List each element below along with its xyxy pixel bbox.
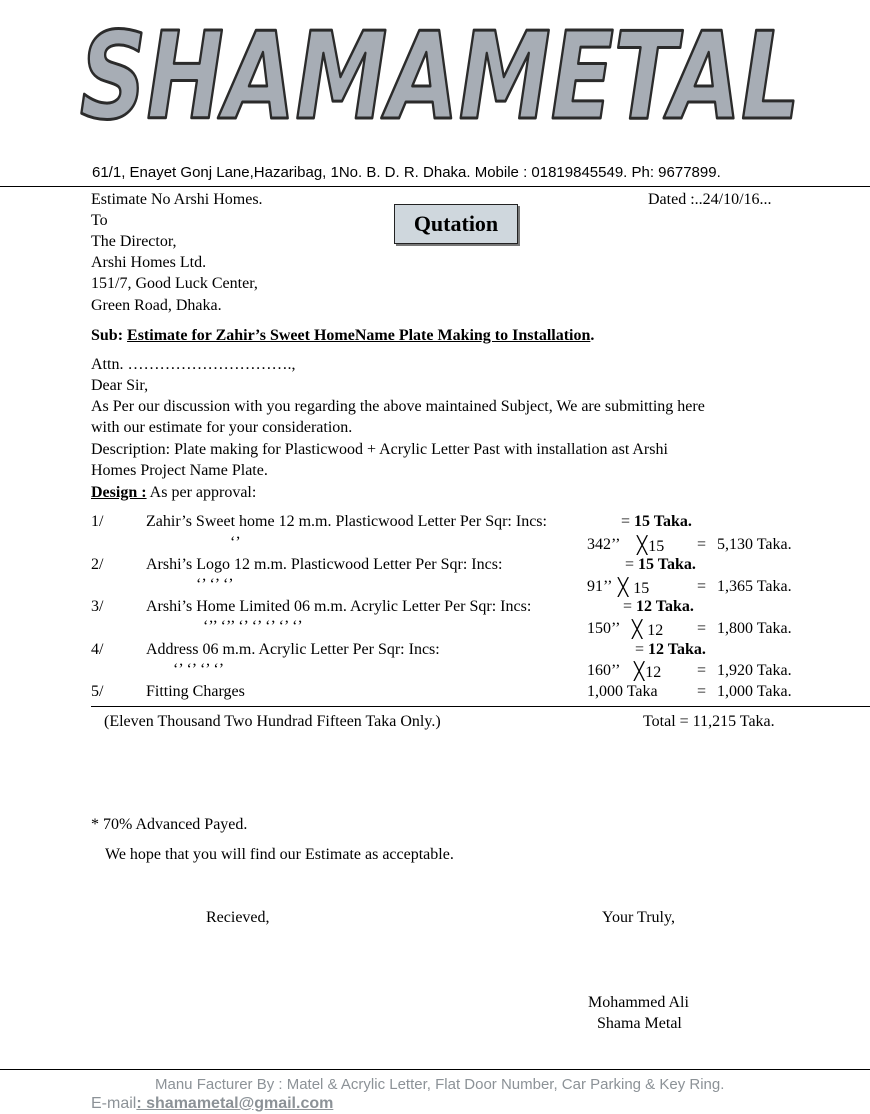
signer-name: Mohammed Ali xyxy=(588,994,689,1011)
description-line-1: Description: Plate making for Plasticwood + Acrylic Letter Past with installation ast Arshi xyxy=(91,441,668,458)
item-number: 3/ xyxy=(91,598,104,615)
design-line xyxy=(91,484,256,502)
total-amount: Total = 11,215 Taka. xyxy=(643,713,775,730)
item-number: 5/ xyxy=(91,683,104,700)
subject-text: Estimate for Zahir’s Sweet HomeName Plate Making to Installation xyxy=(127,327,591,344)
item-description: Arshi’s Home Limited 06 m.m. Acrylic Letter Per Sqr: Incs: xyxy=(146,598,532,615)
item-rate: = 15 Taka. xyxy=(625,556,696,573)
item-multiplier: ╳ 12 xyxy=(632,620,664,640)
item-rate: = 15 Taka. xyxy=(621,513,692,530)
item-multiplier: ╳ 15 xyxy=(618,578,650,598)
item-description: Fitting Charges xyxy=(146,683,245,700)
recipient-to: To xyxy=(91,212,108,229)
item-number: 2/ xyxy=(91,556,104,573)
subject-line xyxy=(91,327,594,345)
item-quantity: 150’’ xyxy=(587,620,621,637)
item-rate: = 12 Taka. xyxy=(635,641,706,658)
advance-note: * 70% Advanced Payed. xyxy=(91,816,248,833)
quotation-label: Qutation xyxy=(413,211,499,236)
estimate-date: Dated :..24/10/16... xyxy=(648,191,772,208)
item-equals: = xyxy=(697,536,707,553)
item-ditto-marks: ‘’ ‘’ ‘’ xyxy=(196,576,234,593)
recipient-line-4: Green Road, Dhaka. xyxy=(91,297,222,314)
subject-suffix: . xyxy=(590,327,595,344)
recipient-line-3: 151/7, Good Luck Center, xyxy=(91,275,258,292)
item-amount: 1,000 Taka. xyxy=(717,683,792,700)
logo-text: SHAMAMETAL xyxy=(80,8,800,147)
company-logo xyxy=(70,0,810,150)
multiply-icon: ╳ xyxy=(632,620,643,640)
estimate-number: Estimate No Arshi Homes. xyxy=(91,191,263,208)
received-label: Recieved, xyxy=(206,909,270,926)
intro-line-2: with our estimate for your consideration. xyxy=(91,419,353,436)
footer-divider xyxy=(0,1069,870,1070)
item-quantity: 1,000 Taka xyxy=(587,683,658,700)
item-ditto-marks: ‘’ ‘’ ‘’ ‘’ xyxy=(173,661,225,678)
item-equals: = xyxy=(697,683,707,700)
item-quantity: 342’’ xyxy=(587,536,621,553)
item-amount: 1,800 Taka. xyxy=(717,620,792,637)
closing-note: We hope that you will find our Estimate as acceptable. xyxy=(105,846,454,863)
item-rate: = 12 Taka. xyxy=(623,598,694,615)
footer-manufacturer: Manu Facturer By : Matel & Acrylic Letter, Flat Door Number, Car Parking & Key Ring. xyxy=(155,1076,725,1093)
multiply-icon: ╳ xyxy=(634,662,645,682)
attention-line: Attn. …………………………., xyxy=(91,356,296,373)
multiply-icon: ╳ xyxy=(618,578,629,598)
item-description: Zahir’s Sweet home 12 m.m. Plasticwood Letter Per Sqr: Incs: xyxy=(146,513,547,530)
items-divider xyxy=(91,706,870,707)
footer-email[interactable]: : shamametal@gmail.com xyxy=(136,1095,334,1112)
item-ditto-marks: ‘’ xyxy=(230,534,241,551)
signer-company: Shama Metal xyxy=(597,1015,682,1032)
design-label: Design : xyxy=(91,484,147,501)
design-text: As per approval: xyxy=(146,484,257,501)
recipient-line-1: The Director, xyxy=(91,233,177,250)
intro-line-1: As Per our discussion with you regarding the above maintained Subject, We are submitting here xyxy=(91,398,705,415)
item-quantity: 91’’ xyxy=(587,578,613,595)
header-divider xyxy=(0,186,870,187)
description-line-2: Homes Project Name Plate. xyxy=(91,462,268,479)
footer-email-label: E-mail xyxy=(91,1095,137,1112)
item-amount: 1,920 Taka. xyxy=(717,662,792,679)
item-amount: 5,130 Taka. xyxy=(717,536,792,553)
item-quantity: 160’’ xyxy=(587,662,621,679)
item-amount: 1,365 Taka. xyxy=(717,578,792,595)
item-multiplier: ╳15 xyxy=(637,536,665,556)
multiply-icon: ╳ xyxy=(637,536,648,556)
company-address: 61/1, Enayet Gonj Lane,Hazaribag, 1No. B. D. R. Dhaka. Mobile : 01819845549. Ph: 9677899. xyxy=(92,164,721,181)
item-equals: = xyxy=(697,662,707,679)
footer-email-line xyxy=(91,1095,333,1113)
item-multiplier: ╳12 xyxy=(634,662,662,682)
item-equals: = xyxy=(697,578,707,595)
item-number: 4/ xyxy=(91,641,104,658)
item-equals: = xyxy=(697,620,707,637)
quotation-badge xyxy=(394,204,518,244)
subject-prefix: Sub: xyxy=(91,327,124,344)
salutation: Dear Sir, xyxy=(91,377,149,394)
recipient-line-2: Arshi Homes Ltd. xyxy=(91,254,207,271)
yours-truly-label: Your Truly, xyxy=(602,909,675,926)
total-in-words: (Eleven Thousand Two Hundrad Fifteen Taka Only.) xyxy=(104,713,441,730)
item-ditto-marks: ‘’’ ‘’’ ‘’ ‘’ ‘’ ‘’ ‘’ xyxy=(203,618,303,635)
item-description: Arshi’s Logo 12 m.m. Plasticwood Letter Per Sqr: Incs: xyxy=(146,556,503,573)
item-description: Address 06 m.m. Acrylic Letter Per Sqr: Incs: xyxy=(146,641,440,658)
item-number: 1/ xyxy=(91,513,104,530)
